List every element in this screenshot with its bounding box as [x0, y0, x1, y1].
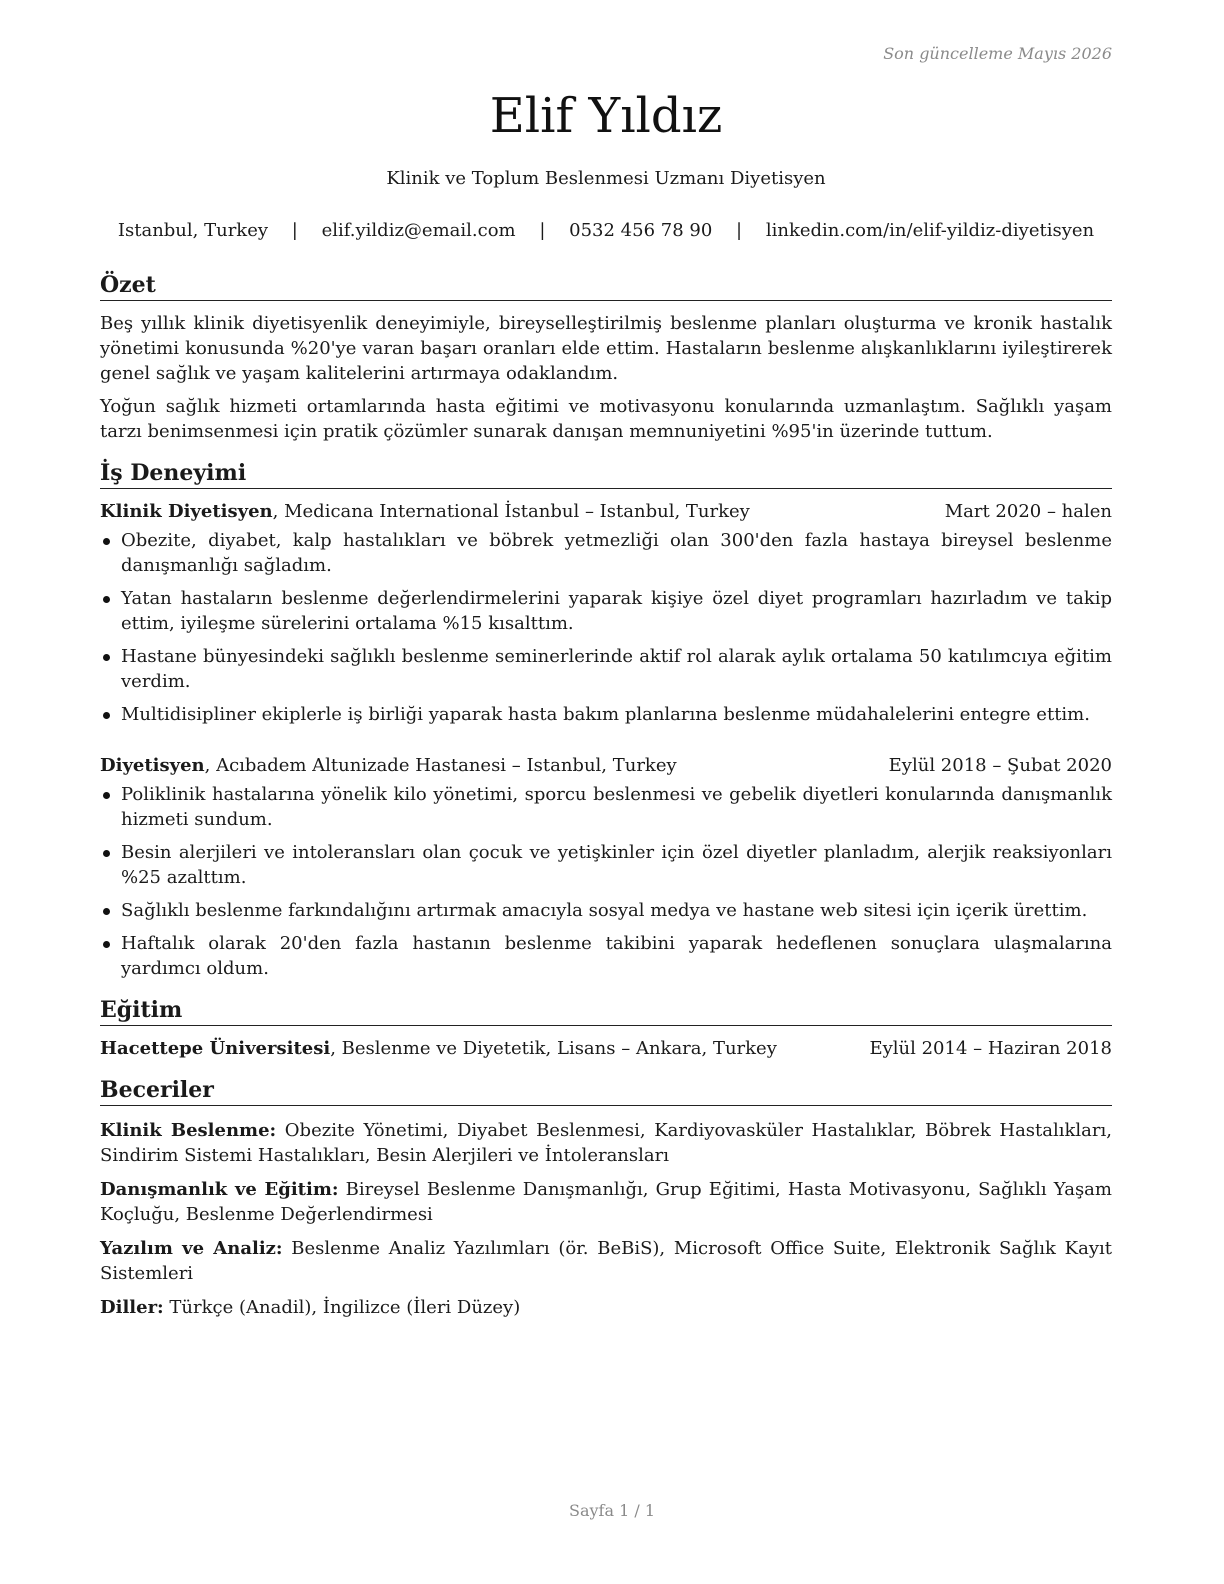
skill-group-value: Bireysel Beslenme Danışmanlığı, Grup Eğitimi, Hasta Motivasyonu, Sağlıklı Yaşam Koçluğu, Beslenme Değerlendirmesi: [100, 1179, 1112, 1225]
job-bullet: Poliklinik hastalarına yönelik kilo yönetimi, sporcu beslenmesi ve gebelik diyetleri konularında danışmanlık hizmeti sundum.: [100, 782, 1112, 832]
summary-paragraph: Yoğun sağlık hizmeti ortamlarında hasta eğitimi ve motivasyonu konularında uzmanlaştım. Sağlıklı yaşam tarzı benimsenmesi için pratik çözümler sunarak danışan memnuniyetini %95'in üzerinde tuttum.: [100, 396, 1112, 442]
skill-group: [100, 1236, 1112, 1286]
skill-group-label: Yazılım ve Analiz:: [100, 1238, 283, 1259]
contact-phone[interactable]: 0532 456 78 90: [569, 220, 713, 241]
job-bullets: [100, 782, 1112, 981]
education-section: [100, 993, 1112, 1061]
experience-section: [100, 456, 1112, 981]
job-bullet: Besin alerjileri ve intoleransları olan çocuk ve yetişkinler için özel diyetler planladım, alerjik reaksiyonları %25 azalttım.: [100, 840, 1112, 890]
section-title-experience: İş Deneyimi: [100, 456, 1112, 489]
job-bullet: Multidisipliner ekiplerle iş birliği yaparak hasta bakım planlarına beslenme müdahalelerini entegre ettim.: [100, 702, 1112, 727]
job-bullet: Obezite, diyabet, kalp hastalıkları ve böbrek yetmezliği olan 300'den fazla hastaya bireysel beslenme danışmanlığı sağladım.: [100, 528, 1112, 578]
education-school: Hacettepe Üniversitesi: [100, 1038, 331, 1059]
skills-section: [100, 1073, 1112, 1320]
job-bullets: [100, 528, 1112, 727]
skill-group-value: Türkçe (Anadil), İngilizce (İleri Düzey): [163, 1297, 521, 1318]
job-organization: , Medicana International İstanbul – Istanbul, Turkey: [272, 501, 750, 522]
education-dates: Eylül 2014 – Haziran 2018: [869, 1038, 1112, 1059]
contact-separator: |: [539, 220, 546, 241]
skill-group: [100, 1295, 1112, 1320]
contact-line: [100, 218, 1112, 244]
candidate-headline: Klinik ve Toplum Beslenmesi Uzmanı Diyetisyen: [386, 168, 826, 189]
skill-group-value: Obezite Yönetimi, Diyabet Beslenmesi, Kardiyovasküler Hastalıklar, Böbrek Hastalıkları, Sindirim Sistemi Hastalıkları, Besin Alerjileri ve İntoleransları: [100, 1120, 1112, 1166]
job-header: [100, 499, 1112, 524]
skill-group-value: Beslenme Analiz Yazılımları (ör. BeBiS), Microsoft Office Suite, Elektronik Sağlık Kayıt Sistemleri: [100, 1238, 1112, 1284]
last-updated-note: Son güncelleme Mayıs 2026: [883, 44, 1112, 63]
job-entry: [100, 499, 1112, 727]
section-title-summary: Özet: [100, 268, 1112, 301]
section-title-education: Eğitim: [100, 993, 1112, 1026]
job-role: Klinik Diyetisyen: [100, 501, 273, 522]
section-title-skills: Beceriler: [100, 1073, 1112, 1106]
skill-group-label: Klinik Beslenme:: [100, 1120, 277, 1141]
contact-linkedin[interactable]: linkedin.com/in/elif-yildiz-diyetisyen: [765, 220, 1095, 241]
resume-content: [100, 268, 1112, 1332]
job-title-line: [100, 499, 750, 524]
education-detail: , Beslenme ve Diyetetik, Lisans – Ankara, Turkey: [330, 1038, 777, 1059]
skill-group: [100, 1177, 1112, 1227]
resume-page: [100, 0, 1112, 1584]
job-role: Diyetisyen: [100, 755, 205, 776]
skill-group-label: Danışmanlık ve Eğitim:: [100, 1179, 339, 1200]
contact-location: Istanbul, Turkey: [117, 220, 269, 241]
contact-email[interactable]: elif.yildiz@email.com: [321, 220, 516, 241]
job-bullet: Sağlıklı beslenme farkındalığını artırmak amacıyla sosyal medya ve hastane web sitesi için içerik ürettim.: [100, 898, 1112, 923]
page-number: Sayfa 1 / 1: [568, 1501, 655, 1520]
candidate-name: Elif Yıldız: [489, 88, 723, 144]
job-title-line: [100, 753, 677, 778]
job-bullet: Haftalık olarak 20'den fazla hastanın beslenme takibini yaparak hedeflenen sonuçlara ulaşmalarına yardımcı oldum.: [100, 931, 1112, 981]
education-entry: [100, 1036, 1112, 1061]
contact-separator: |: [736, 220, 743, 241]
job-bullet: Yatan hastaların beslenme değerlendirmelerini yaparak kişiye özel diyet programları hazırladım ve takip ettim, iyileşme sürelerini ortalama %15 kısalttım.: [100, 586, 1112, 636]
job-dates: Mart 2020 – halen: [944, 501, 1112, 522]
summary-section: [100, 268, 1112, 444]
summary-paragraph: Beş yıllık klinik diyetisyenlik deneyimiyle, bireyselleştirilmiş beslenme planları oluşturma ve kronik hastalık yönetimi konusunda %20'ye varan başarı oranları elde ettim. Hastaların beslenme alışkanlıklarını iyileştirerek genel sağlık ve yaşam kalitelerini artırmaya odaklandım.: [100, 313, 1112, 384]
job-header: [100, 753, 1112, 778]
job-dates: Eylül 2018 – Şubat 2020: [888, 755, 1112, 776]
job-organization: , Acıbadem Altunizade Hastanesi – Istanbul, Turkey: [204, 755, 677, 776]
education-title-line: [100, 1036, 777, 1061]
contact-separator: |: [291, 220, 298, 241]
job-entry: [100, 753, 1112, 981]
job-bullet: Hastane bünyesindeki sağlıklı beslenme seminerlerinde aktif rol alarak aylık ortalama 50 katılımcıya eğitim verdim.: [100, 644, 1112, 694]
skill-group: [100, 1118, 1112, 1168]
skill-group-label: Diller:: [100, 1297, 164, 1318]
